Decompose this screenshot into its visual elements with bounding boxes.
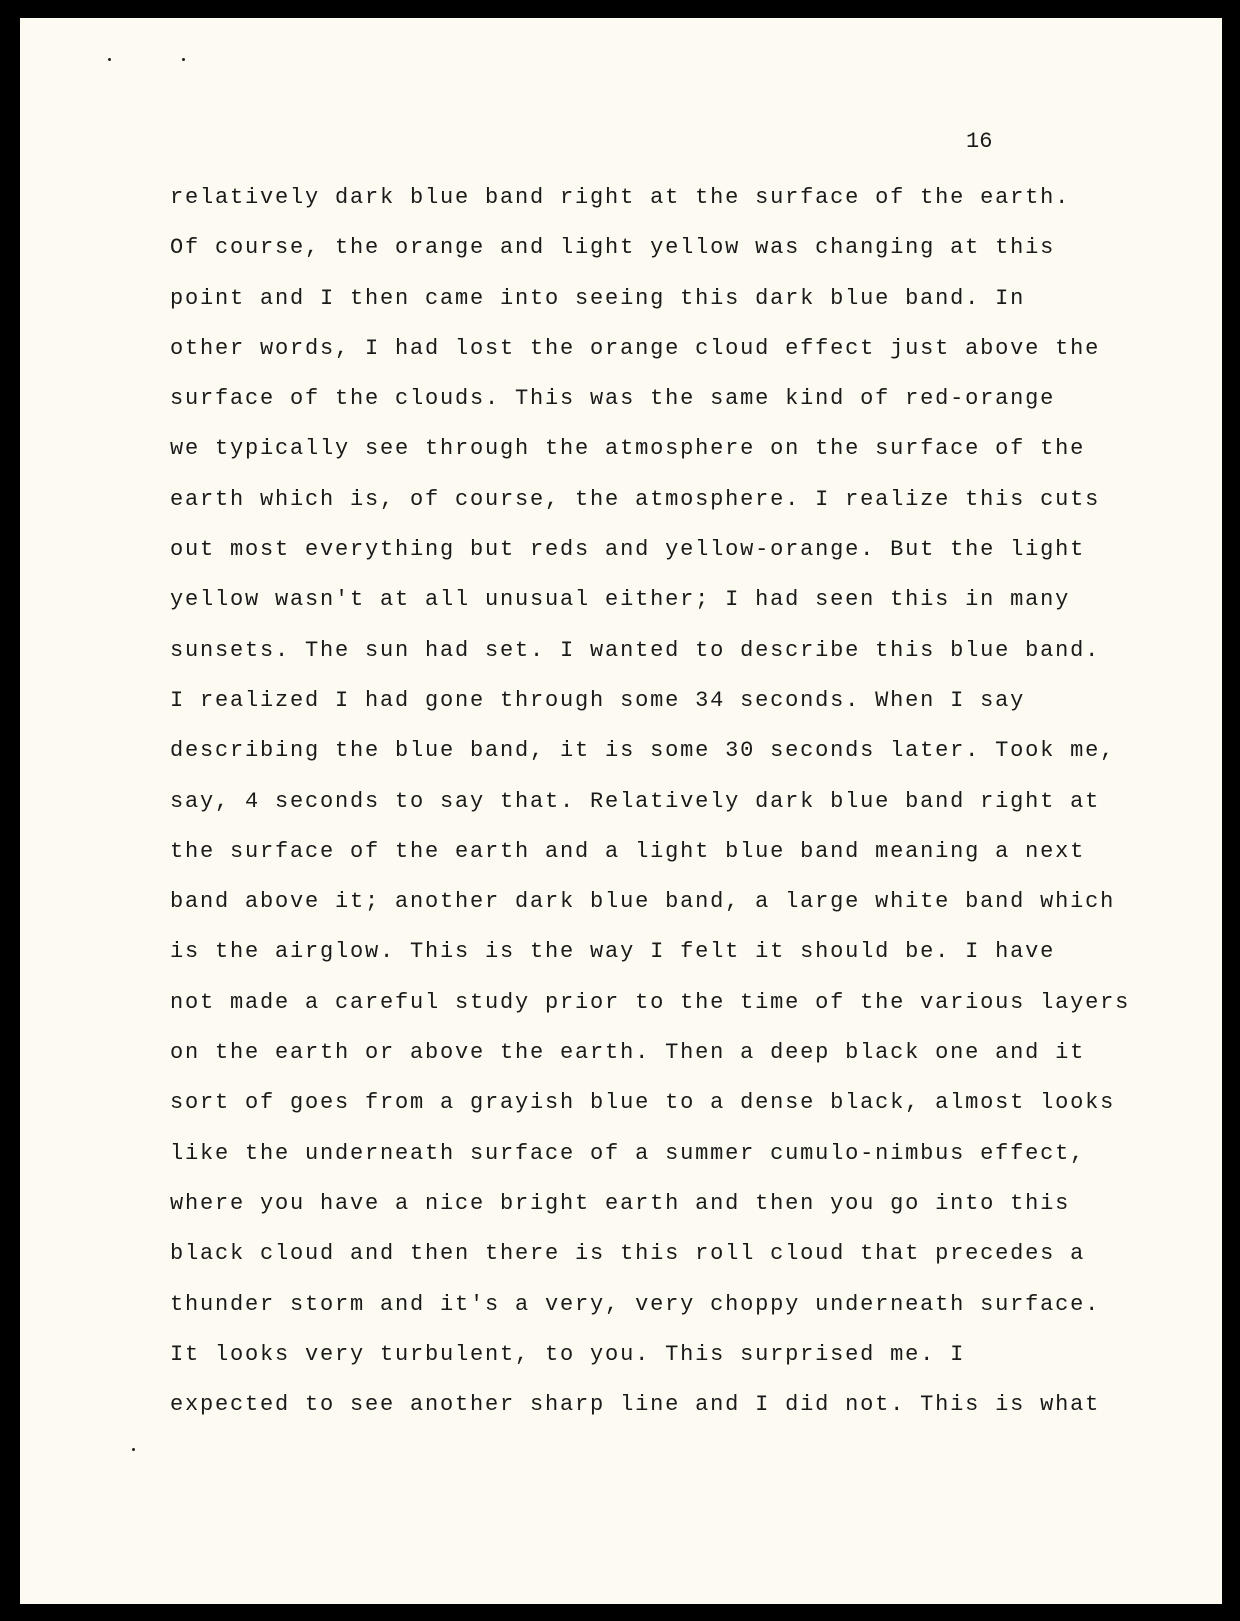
margin-speck [108,58,111,61]
text-line: on the earth or above the earth. Then a deep black one and it [170,1040,1086,1066]
text-line: out most everything but reds and yellow-orange. But the light [170,537,1086,563]
text-line: we typically see through the atmosphere on the surface of the [170,436,1086,462]
text-line: Of course, the orange and light yellow was changing at this [170,235,1056,261]
text-line: earth which is, of course, the atmosphere. I realize this cuts [170,486,1101,512]
text-line: relatively dark blue band right at the surface of the earth. [170,185,1071,210]
margin-speck [132,1448,135,1451]
text-line: sunsets. The sun had set. I wanted to describe this blue band. [170,637,1101,663]
page-number: 16 [966,129,993,154]
text-line: I realized I had gone through some 34 seconds. When I say [170,687,1026,713]
text-line: yellow wasn't at all unusual either; I had seen this in many [170,587,1071,613]
text-line: band above it; another dark blue band, a large white band which [170,889,1116,915]
text-line: expected to see another sharp line and I did not. This is what [170,1392,1101,1418]
text-line: the surface of the earth and a light blue band meaning a next [170,838,1086,864]
typed-body-text [170,173,1170,1430]
text-line: other words, I had lost the orange cloud effect just above the [170,335,1101,361]
text-line: is the airglow. This is the way I felt it should be. I have [170,939,1056,965]
text-line: surface of the clouds. This was the same kind of red-orange [170,386,1056,412]
text-line: not made a careful study prior to the time of the various layers [170,989,1131,1015]
text-line: describing the blue band, it is some 30 seconds later. Took me, [170,738,1116,764]
text-line: It looks very turbulent, to you. This surprised me. I [170,1341,966,1367]
text-line: say, 4 seconds to say that. Relatively dark blue band right at [170,788,1101,814]
text-line: point and I then came into seeing this dark blue band. In [170,285,1026,311]
text-line: where you have a nice bright earth and then you go into this [170,1190,1071,1216]
text-line: sort of goes from a grayish blue to a dense black, almost looks [170,1090,1116,1116]
margin-speck [182,58,185,61]
text-line: like the underneath surface of a summer cumulo-nimbus effect, [170,1140,1086,1166]
text-line: black cloud and then there is this roll cloud that precedes a [170,1241,1086,1267]
text-line: thunder storm and it's a very, very choppy underneath surface. [170,1291,1101,1317]
